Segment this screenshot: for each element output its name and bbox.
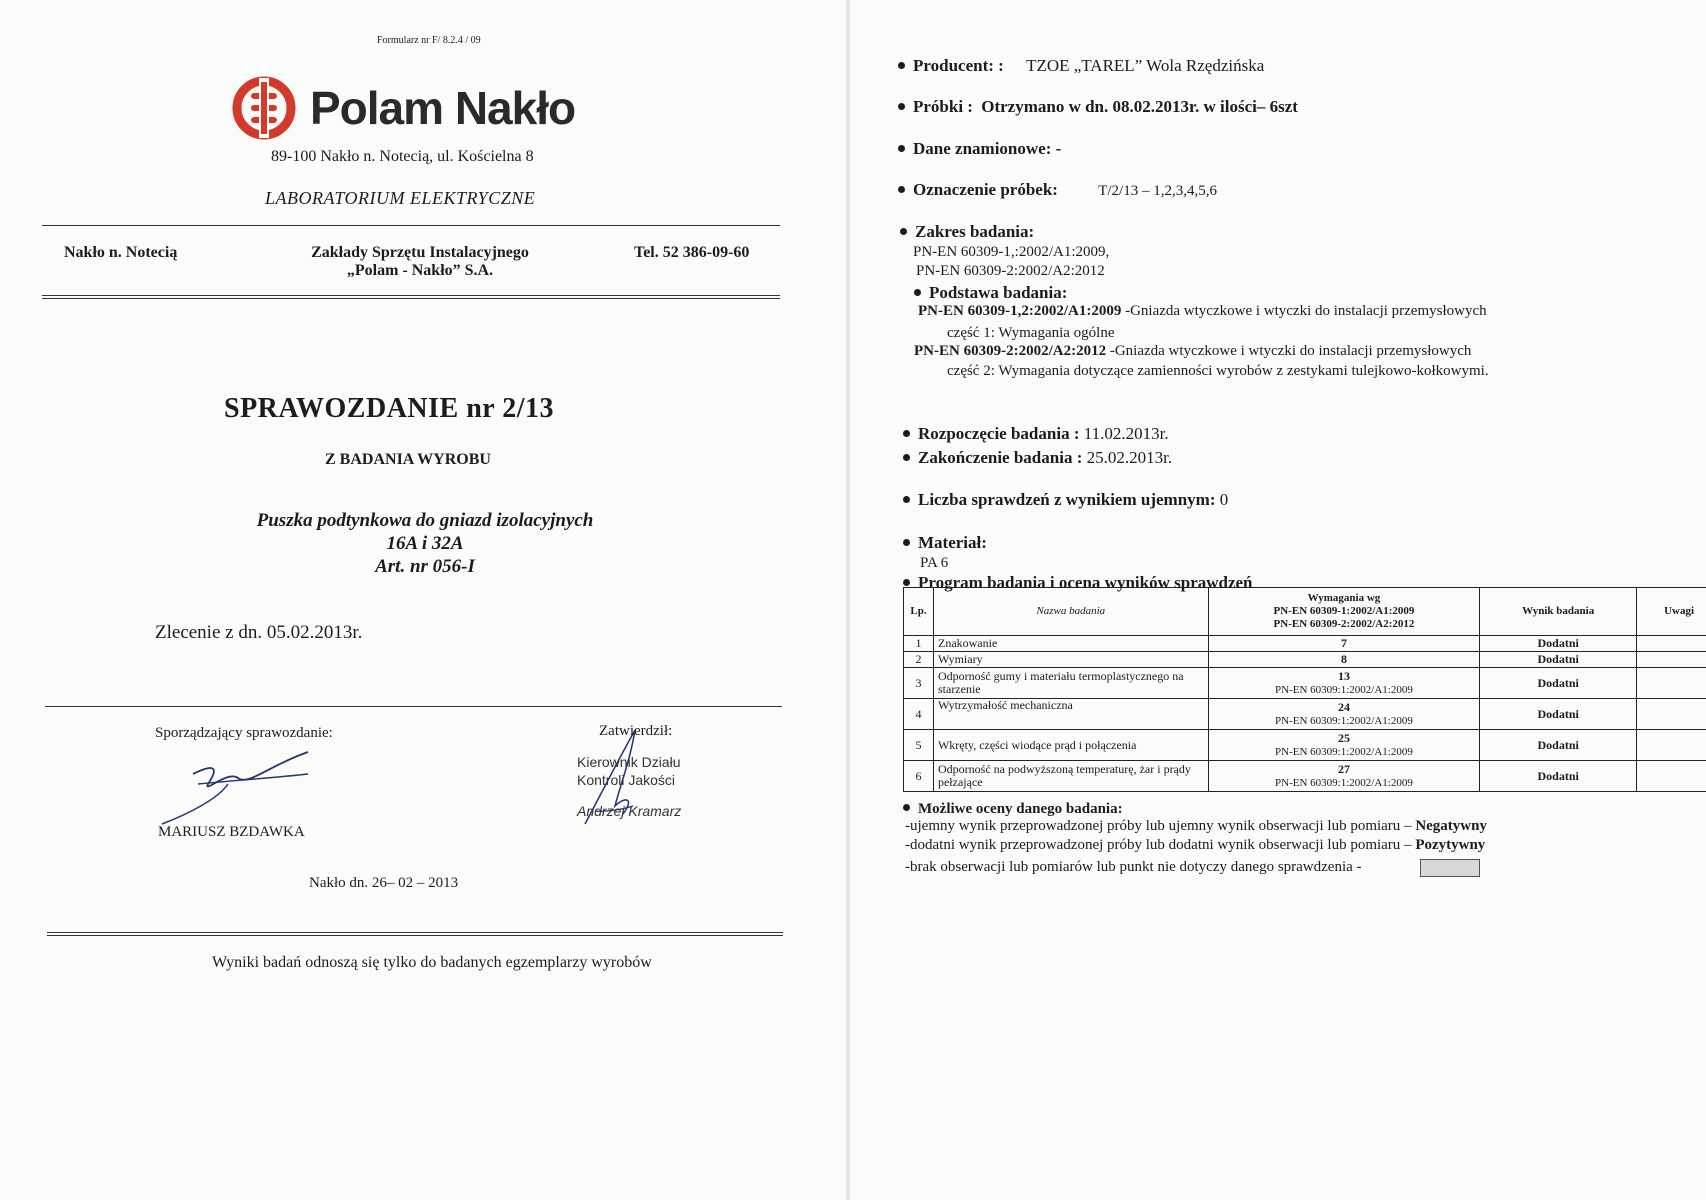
issue-date: Nakło dn. 26– 02 – 2013 <box>309 875 459 891</box>
product-description <box>200 509 650 578</box>
not-applicable-swatch <box>1420 859 1480 877</box>
row-standard: PN-EN 60309:1:2002/A1:2009 <box>1275 714 1413 727</box>
bullet-icon <box>898 62 905 69</box>
basis-2-text: -Gniazda wtyczkowe i wtyczki do instalacji przemysłowych <box>1106 343 1472 359</box>
row-requirement <box>1208 730 1480 761</box>
table-header-row <box>904 588 1706 636</box>
results-table <box>903 587 1706 792</box>
row-requirement <box>1208 761 1480 792</box>
producer-label: Producent: : <box>913 56 1004 75</box>
stamp-line2: Kontroli Jakości <box>577 772 676 788</box>
report-cover-page <box>0 0 846 1200</box>
samples-label: Próbki : <box>913 97 973 116</box>
row-result: Dodatni <box>1480 699 1637 730</box>
negative-count-row <box>903 490 1228 510</box>
product-line1: Puszka podtynkowa do gniazd izolacyjnych <box>256 510 594 531</box>
basis-2 <box>914 342 1471 361</box>
evaluation-none-text: -brak obserwacji lub pomiarów lub punkt nie dotyczy danego sprawdzenia - <box>905 859 1362 875</box>
row-lp: 1 <box>904 636 934 652</box>
laboratory-name: LABORATORIUM ELEKTRYCZNE <box>265 188 536 208</box>
end-value: 25.02.2013r. <box>1082 448 1173 467</box>
rated-data-row <box>898 139 1061 159</box>
end-row <box>903 448 1172 468</box>
bullet-icon <box>898 103 905 110</box>
row-remarks <box>1637 699 1706 730</box>
row-clause: 24 <box>1337 699 1350 714</box>
col-req-line1: Wymagania wg <box>1307 592 1381 604</box>
material-label: Materiał: <box>918 533 987 552</box>
polam-logo-icon <box>230 74 298 142</box>
row-clause: 8 <box>1340 651 1347 666</box>
sample-marking-value: T/2/13 – 1,2,3,4,5,6 <box>1098 183 1217 199</box>
evaluation-negative-word: Negatywny <box>1415 818 1487 834</box>
rated-data-label: Dane znamionowe: - <box>913 139 1062 158</box>
basis-1-text: -Gniazda wtyczkowe i wtyczki do instalacji przemysłowych <box>1121 303 1487 319</box>
basis-1-standard: PN-EN 60309-1,2:2002/A1:2009 <box>918 303 1122 319</box>
report-subtitle: Z BADANIA WYROBU <box>325 451 491 468</box>
bullet-icon <box>903 579 910 586</box>
col-requirements-header <box>1208 588 1480 636</box>
header-company <box>300 244 540 280</box>
header-company-line1: Zakłady Sprzętu Instalacyjnego <box>311 244 529 261</box>
prepared-by-name: MARIUSZ BZDAWKA <box>158 824 305 840</box>
table-row <box>904 730 1706 761</box>
row-requirement <box>1208 668 1480 699</box>
samples-row <box>898 97 1298 117</box>
scope-line2: PN-EN 60309-2:2002/A2:2012 <box>916 263 1105 279</box>
basis-label-row <box>914 283 1067 303</box>
company-logo <box>230 74 575 142</box>
approved-signature <box>575 726 665 826</box>
row-result: Dodatni <box>1480 761 1637 792</box>
basis-2-part: część 2: Wymagania dotyczące zamienności wyrobów z zestykami tulejkowo-kołkowymi. <box>947 363 1489 379</box>
table-row <box>904 636 1706 652</box>
row-lp: 4 <box>904 699 934 730</box>
table-row <box>904 761 1706 792</box>
footer-rule <box>47 932 783 936</box>
start-row <box>903 424 1169 444</box>
row-remarks <box>1637 730 1706 761</box>
row-standard: PN-EN 60309:1:2002/A1:2009 <box>1275 745 1413 758</box>
basis-1 <box>918 302 1487 321</box>
evaluation-positive-text: -dodatni wynik przeprowadzonej próby lub dodatni wynik obserwacji lub pomiaru – <box>905 837 1416 853</box>
table-row <box>904 652 1706 668</box>
row-name: Wkręty, części wiodące prąd i połączenia <box>933 730 1208 761</box>
row-name: Znakowanie <box>933 636 1208 652</box>
stamp-name: Andrzej Kramarz <box>577 803 682 819</box>
prepared-signature <box>158 744 328 826</box>
bullet-icon <box>903 539 910 546</box>
header-phone: Tel. 52 386-09-60 <box>634 244 750 261</box>
basis-label: Podstawa badania: <box>929 283 1068 302</box>
report-details-page <box>850 0 1706 1200</box>
row-clause: 13 <box>1337 668 1350 683</box>
basis-2-standard: PN-EN 60309-2:2002/A2:2012 <box>914 343 1107 359</box>
col-lp-header: Lp. <box>904 588 934 636</box>
col-name-header: Nazwa badania <box>933 588 1208 636</box>
material-value: PA 6 <box>920 555 949 571</box>
start-label: Rozpoczęcie badania : <box>918 424 1080 443</box>
bullet-icon <box>900 228 907 235</box>
negative-count-value: 0 <box>1215 490 1229 509</box>
row-requirement <box>1208 636 1480 652</box>
row-remarks <box>1637 636 1706 652</box>
row-clause: 27 <box>1337 761 1350 776</box>
row-result: Dodatni <box>1480 668 1637 699</box>
row-name: Wytrzymałość mechaniczna <box>933 699 1208 730</box>
header-city: Nakło n. Notecią <box>64 244 178 261</box>
evaluation-negative <box>905 816 1487 836</box>
bullet-icon <box>903 804 910 811</box>
row-remarks <box>1637 668 1706 699</box>
product-line3: Art. nr 056-I <box>375 556 475 577</box>
footer-note: Wyniki badań odnoszą się tylko do badanych egzemplarzy wyrobów <box>212 954 652 971</box>
prepared-by-label: Sporządzający sprawozdanie: <box>155 725 333 741</box>
company-address: 89-100 Nakło n. Notecią, ul. Kościelna 8 <box>271 148 534 165</box>
evaluation-none <box>905 857 1480 877</box>
bullet-icon <box>898 145 905 152</box>
row-name: Odporność gumy i materiału termoplastycznego na starzenie <box>933 668 1208 699</box>
evaluation-negative-text: -ujemny wynik przeprowadzonej próby lub ujemny wynik obserwacji lub pomiaru – <box>905 818 1416 834</box>
row-lp: 6 <box>904 761 934 792</box>
header-top-rule <box>42 225 780 226</box>
evaluation-positive <box>905 835 1485 855</box>
producer-row <box>898 56 1264 76</box>
row-requirement <box>1208 699 1480 730</box>
row-lp: 2 <box>904 652 934 668</box>
stamp-line1: Kierownik Działu <box>577 754 681 770</box>
row-result: Dodatni <box>1480 636 1637 652</box>
row-name: Odporność na podwyższoną temperaturę, żar i prądy pełzające <box>933 761 1208 792</box>
row-requirement <box>1208 652 1480 668</box>
row-standard: PN-EN 60309:1:2002/A1:2009 <box>1275 776 1413 789</box>
bullet-icon <box>903 454 910 461</box>
row-name: Wymiary <box>933 652 1208 668</box>
row-standard: PN-EN 60309:1:2002/A1:2009 <box>1275 683 1413 696</box>
scope-line1: PN-EN 60309-1,:2002/A1:2009, <box>913 244 1110 260</box>
row-remarks <box>1637 652 1706 668</box>
samples-value: Otrzymano w dn. 08.02.2013r. w ilości– 6szt <box>981 97 1298 116</box>
scope-label: Zakres badania: <box>915 222 1035 241</box>
company-name: Polam Nakło <box>310 82 576 134</box>
form-reference: Formularz nr F/ 8.2.4 / 09 <box>377 35 481 46</box>
sample-marking-row <box>898 180 1217 200</box>
col-remarks-header: Uwagi <box>1637 588 1706 636</box>
producer-value: TZOE „TAREL” Wola Rzędzińska <box>1026 56 1265 75</box>
bullet-icon <box>898 186 905 193</box>
scope-label-row <box>900 222 1034 242</box>
row-clause: 25 <box>1337 730 1350 745</box>
row-remarks <box>1637 761 1706 792</box>
evaluation-positive-word: Pozytywny <box>1415 837 1486 853</box>
order-date: Zlecenie z dn. 05.02.2013r. <box>155 622 363 643</box>
signature-top-rule <box>45 706 782 707</box>
approved-by-label: Zatwierdził: <box>599 723 673 739</box>
header-company-line2: „Polam - Nakło” S.A. <box>346 262 494 279</box>
col-req-line2: PN-EN 60309-1:2002/A1:2009 <box>1273 605 1415 617</box>
row-result: Dodatni <box>1480 652 1637 668</box>
end-label: Zakończenie badania : <box>918 448 1083 467</box>
table-row <box>904 668 1706 699</box>
product-line2: 16A i 32A <box>386 533 464 554</box>
row-result: Dodatni <box>1480 730 1637 761</box>
col-result-header: Wynik badania <box>1480 588 1637 636</box>
evaluation-label: Możliwe oceny danego badania: <box>918 801 1123 817</box>
program-label: Program badania i ocena wyników sprawdzeń <box>918 573 1253 592</box>
basis-1-part: część 1: Wymagania ogólne <box>947 325 1115 341</box>
bullet-icon <box>903 430 910 437</box>
report-title: SPRAWOZDANIE nr 2/13 <box>224 393 554 424</box>
sample-marking-label: Oznaczenie próbek: <box>913 180 1058 199</box>
row-lp: 3 <box>904 668 934 699</box>
row-clause: 7 <box>1340 635 1347 650</box>
row-lp: 5 <box>904 730 934 761</box>
material-row <box>903 533 987 553</box>
bullet-icon <box>914 289 921 296</box>
start-value: 11.02.2013r. <box>1079 424 1169 443</box>
col-req-line3: PN-EN 60309-2:2002/A2:2012 <box>1273 618 1415 630</box>
header-bottom-rule <box>42 295 780 299</box>
table-row <box>904 699 1706 730</box>
negative-count-label: Liczba sprawdzeń z wynikiem ujemnym: <box>918 490 1216 509</box>
bullet-icon <box>903 496 910 503</box>
